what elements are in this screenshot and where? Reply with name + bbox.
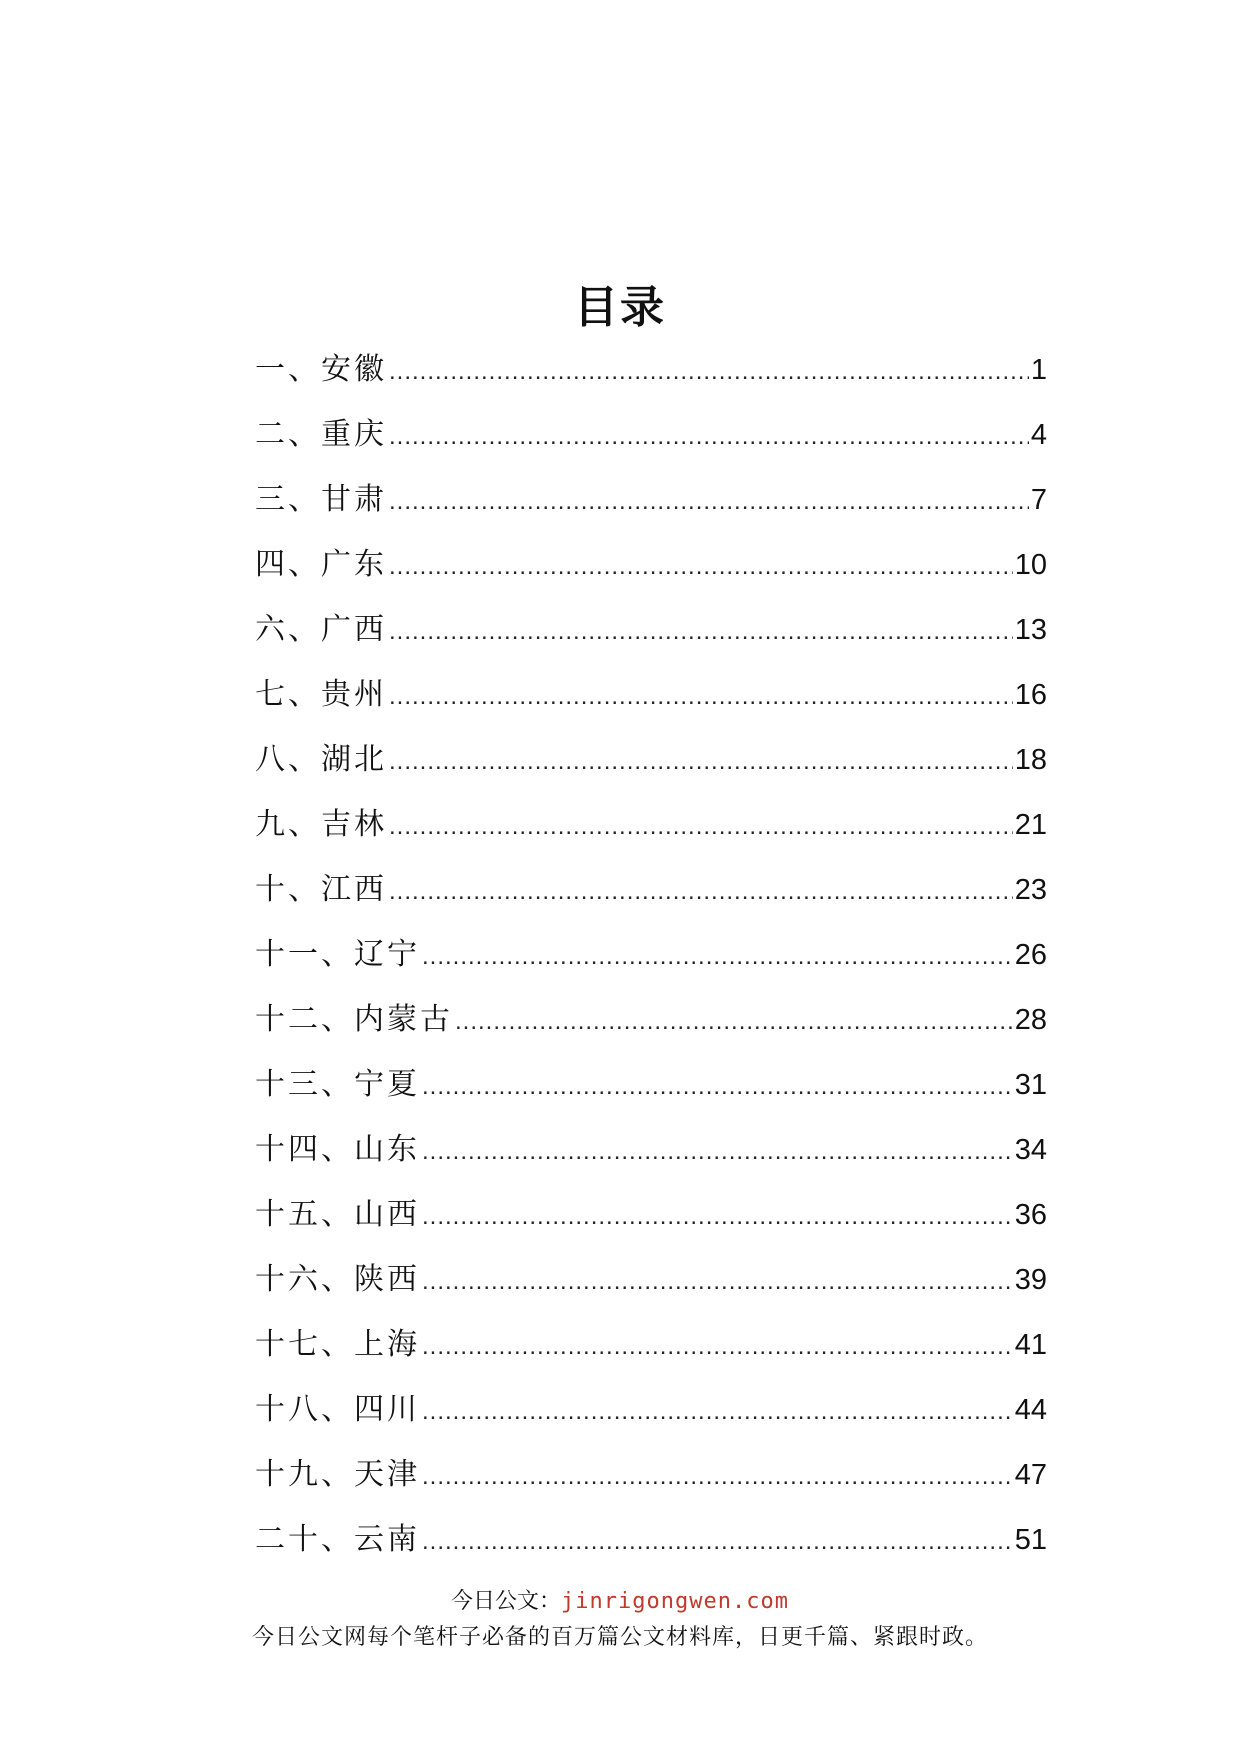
- toc-dot-leader: [389, 872, 1013, 912]
- toc-dot-leader: [422, 1067, 1013, 1107]
- toc-dot-leader: [389, 482, 1029, 522]
- toc-entry-label: 四、广东: [255, 547, 387, 582]
- toc-entry[interactable]: [255, 870, 1047, 935]
- toc-entry[interactable]: [255, 675, 1047, 740]
- toc-entry-page: 41: [1014, 1329, 1047, 1361]
- toc-entry-page: 31: [1014, 1069, 1047, 1101]
- toc-entry[interactable]: [255, 935, 1047, 1000]
- toc-entry[interactable]: [255, 545, 1047, 610]
- toc-entry-page: 51: [1014, 1524, 1047, 1556]
- toc-entry-page: 16: [1014, 679, 1047, 711]
- toc-entry[interactable]: [255, 1130, 1047, 1195]
- toc-entry-label: 十六、陕西: [255, 1262, 420, 1297]
- toc-entry-page: 4: [1030, 419, 1047, 451]
- toc-entry[interactable]: [255, 1065, 1047, 1130]
- toc-entry-label: 十三、宁夏: [255, 1067, 420, 1102]
- toc-entry-page: 47: [1014, 1459, 1047, 1491]
- toc-entry-label: 七、贵州: [255, 677, 387, 712]
- toc-entry-page: 23: [1014, 874, 1047, 906]
- toc-entry-page: 34: [1014, 1134, 1047, 1166]
- toc-dot-leader: [455, 1002, 1013, 1042]
- toc-dot-leader: [422, 1327, 1013, 1367]
- toc-entry-page: 7: [1030, 484, 1047, 516]
- toc-list: [255, 350, 1047, 1585]
- toc-dot-leader: [389, 807, 1013, 847]
- toc-entry[interactable]: [255, 415, 1047, 480]
- toc-entry-label: 十八、四川: [255, 1392, 420, 1427]
- toc-entry-label: 一、安徽: [255, 352, 387, 387]
- toc-entry-label: 三、甘肃: [255, 482, 387, 517]
- toc-entry[interactable]: [255, 1325, 1047, 1390]
- footer-site-line: [0, 1587, 1240, 1617]
- toc-entry-label: 六、广西: [255, 612, 387, 647]
- toc-entry-label: 二、重庆: [255, 417, 387, 452]
- toc-entry-page: 18: [1014, 744, 1047, 776]
- toc-entry-page: 26: [1014, 939, 1047, 971]
- footer-site-link[interactable]: jinrigongwen.com: [561, 1589, 789, 1614]
- toc-dot-leader: [389, 417, 1029, 457]
- toc-title: 目录: [574, 282, 666, 333]
- toc-entry-page: 44: [1014, 1394, 1047, 1426]
- toc-entry[interactable]: [255, 1390, 1047, 1455]
- toc-entry-page: 1: [1030, 354, 1047, 386]
- toc-dot-leader: [422, 1457, 1013, 1497]
- toc-entry-page: 28: [1014, 1004, 1047, 1036]
- toc-entry[interactable]: [255, 1455, 1047, 1520]
- toc-dot-leader: [422, 1262, 1013, 1302]
- toc-entry[interactable]: [255, 805, 1047, 870]
- toc-dot-leader: [422, 937, 1013, 977]
- toc-dot-leader: [422, 1522, 1013, 1562]
- toc-entry-page: 21: [1014, 809, 1047, 841]
- toc-entry-label: 十九、天津: [255, 1457, 420, 1492]
- toc-entry-label: 十二、内蒙古: [255, 1002, 453, 1037]
- toc-entry[interactable]: [255, 1195, 1047, 1260]
- toc-entry[interactable]: [255, 740, 1047, 805]
- toc-entry[interactable]: [255, 610, 1047, 675]
- toc-entry[interactable]: [255, 350, 1047, 415]
- toc-entry-label: 十、江西: [255, 872, 387, 907]
- toc-dot-leader: [389, 352, 1029, 392]
- toc-entry-page: 10: [1014, 549, 1047, 581]
- toc-dot-leader: [422, 1132, 1013, 1172]
- toc-entry-page: 36: [1014, 1199, 1047, 1231]
- toc-entry-label: 十七、上海: [255, 1327, 420, 1362]
- toc-entry-label: 二十、云南: [255, 1522, 420, 1557]
- toc-entry-label: 十五、山西: [255, 1197, 420, 1232]
- toc-entry-page: 13: [1014, 614, 1047, 646]
- toc-entry-label: 十一、辽宁: [255, 937, 420, 972]
- toc-dot-leader: [389, 742, 1013, 782]
- toc-dot-leader: [389, 547, 1013, 587]
- toc-entry-label: 十四、山东: [255, 1132, 420, 1167]
- footer-site-name: 今日公文：: [451, 1589, 562, 1614]
- toc-entry[interactable]: [255, 1260, 1047, 1325]
- toc-entry-label: 八、湖北: [255, 742, 387, 777]
- toc-entry-label: 九、吉林: [255, 807, 387, 842]
- toc-dot-leader: [422, 1392, 1013, 1432]
- toc-entry-page: 39: [1014, 1264, 1047, 1296]
- toc-dot-leader: [389, 677, 1013, 717]
- toc-dot-leader: [422, 1197, 1013, 1237]
- toc-dot-leader: [389, 612, 1013, 652]
- footer-slogan: 今日公文网每个笔杆子必备的百万篇公文材料库，日更千篇、紧跟时政。: [251, 1625, 988, 1650]
- toc-entry[interactable]: [255, 1000, 1047, 1065]
- toc-entry[interactable]: [255, 1520, 1047, 1585]
- toc-entry[interactable]: [255, 480, 1047, 545]
